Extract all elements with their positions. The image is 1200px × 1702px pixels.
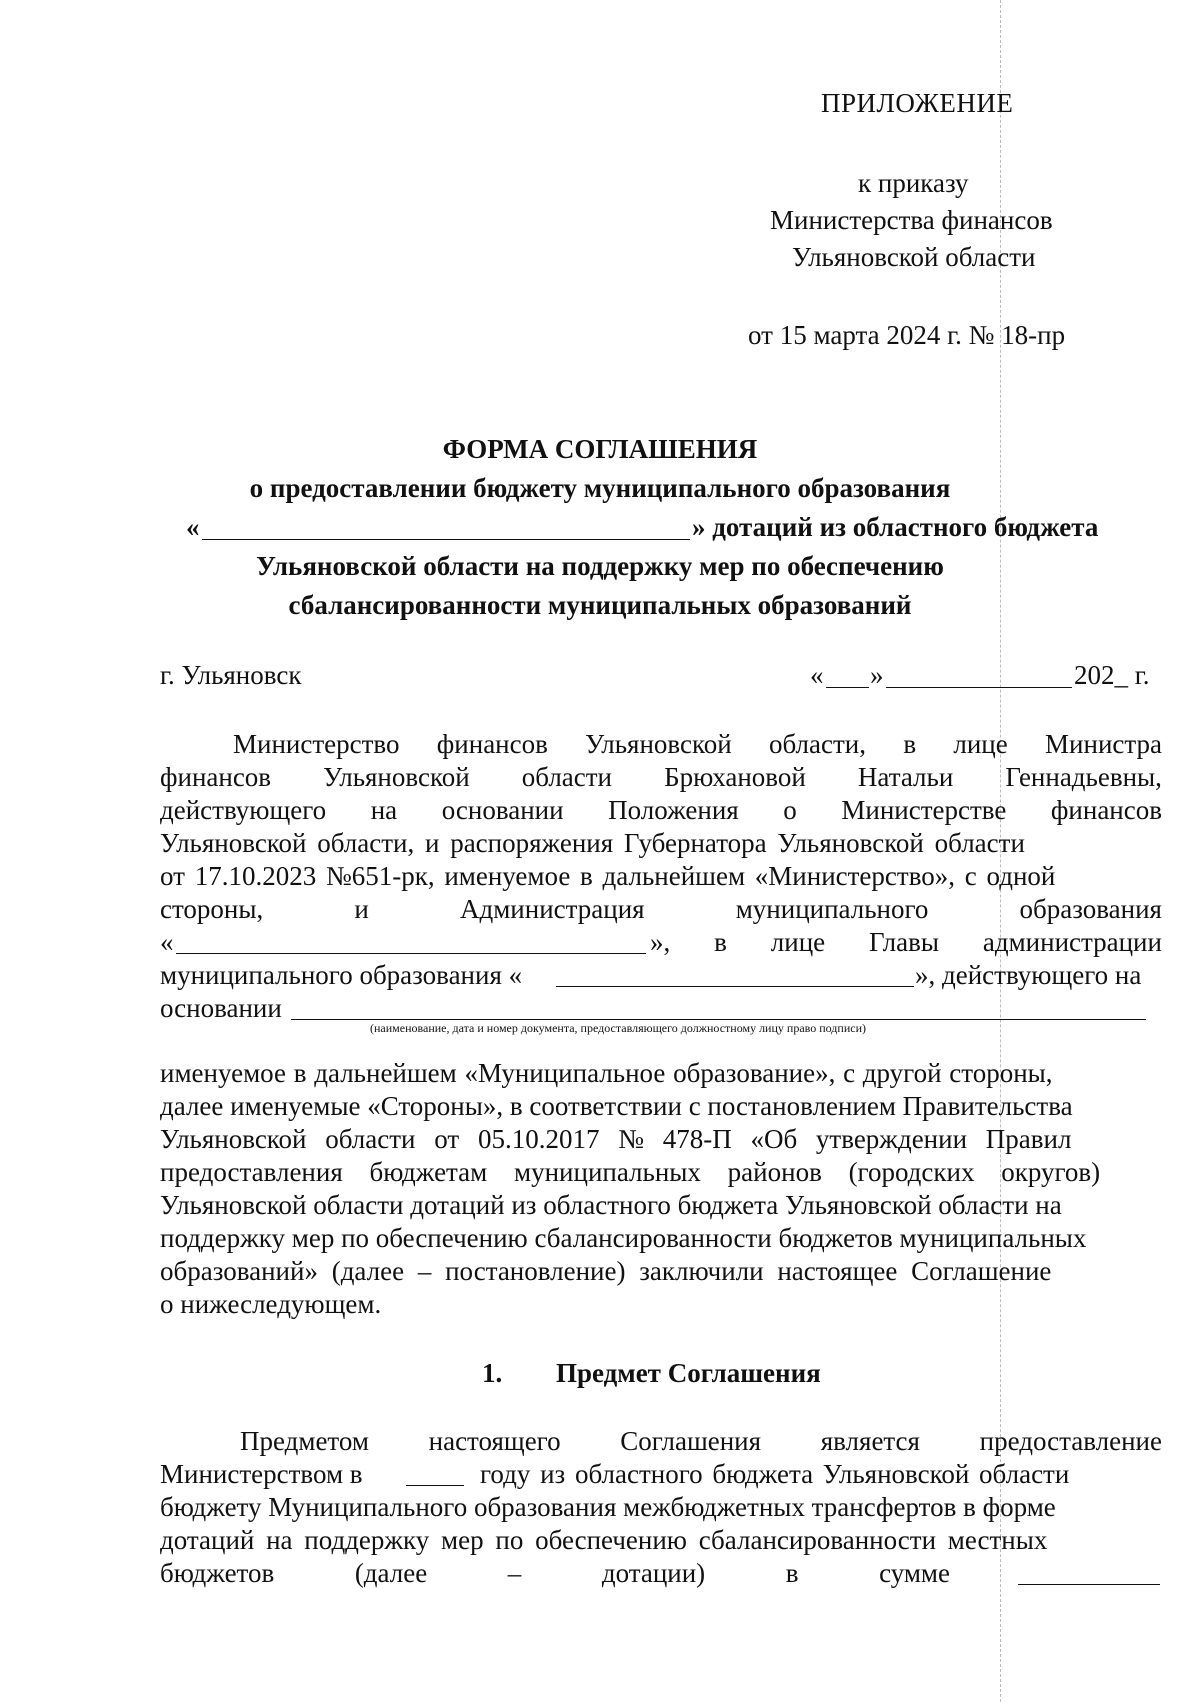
word: Главы <box>869 927 939 957</box>
word: образования <box>1019 894 1162 924</box>
order-date: от 15 марта 2024 г. № 18-пр <box>748 320 1066 350</box>
amount-blank[interactable] <box>1018 1584 1160 1585</box>
preamble-line-11: далее именуемые «Стороны», в соответствии с постановлением Правительства <box>160 1091 1073 1121</box>
word: », <box>650 927 671 957</box>
word: Министерстве <box>841 795 1007 825</box>
title-line-5: сбалансированности муниципальных образований <box>288 590 912 620</box>
preamble-line-8-end: », действующего на <box>915 960 1142 990</box>
word: действующего <box>160 795 327 825</box>
preamble-line-10: именуемое в дальнейшем «Муниципальное образование», с другой стороны, <box>160 1058 1053 1088</box>
word: Ульяновской <box>323 762 470 792</box>
word: настоящего <box>428 1426 561 1456</box>
region-label: Ульяновской области <box>792 242 1036 272</box>
basis-label: основании <box>160 993 282 1023</box>
word: на <box>370 795 398 825</box>
municipality-name-blank[interactable] <box>202 539 690 540</box>
word: является <box>820 1426 920 1456</box>
preamble-line-16: образований» (далее – постановление) заключили настоящее Соглашение <box>160 1256 1052 1286</box>
word: в <box>785 1558 799 1588</box>
preamble-line-12: Ульяновской области от 05.10.2017 № 478-П «Об утверждении Правил <box>160 1124 1072 1154</box>
word: Положения <box>608 795 739 825</box>
administration-name-blank[interactable] <box>176 953 646 954</box>
appendix-heading: ПРИЛОЖЕНИЕ <box>821 88 1014 118</box>
word: и <box>354 894 369 924</box>
day-blank[interactable] <box>826 687 869 688</box>
title-quote-open: « <box>186 512 200 542</box>
word: основании <box>441 795 564 825</box>
word: Геннадьевны, <box>1005 762 1162 792</box>
month-blank[interactable] <box>886 687 1072 688</box>
section-title: Предмет Соглашения <box>556 1358 821 1388</box>
section1-line-2-end: году из областного бюджета Ульяновской области <box>480 1459 1070 1489</box>
section1-line-1 <box>240 1424 1162 1458</box>
word: финансов <box>436 729 548 759</box>
to-order-label: к приказу <box>858 168 969 198</box>
ministry-label: Министерства финансов <box>770 205 1053 235</box>
word: лице <box>953 729 1008 759</box>
title-line-2: о предоставлении бюджету муниципального образования <box>249 473 951 503</box>
preamble-line-15: поддержку мер по обеспечению сбалансированности бюджетов муниципальных <box>160 1223 1087 1253</box>
year-field: 202_ г. <box>1074 660 1150 690</box>
word: лице <box>770 927 826 957</box>
date-quote-close: » <box>870 660 884 690</box>
admin-quote-open: « <box>160 927 174 957</box>
word: в <box>714 927 727 957</box>
word: Натальи <box>857 762 954 792</box>
preamble-line-1 <box>233 727 1162 761</box>
word: области <box>521 762 613 792</box>
city: г. Ульяновск <box>160 660 302 690</box>
word: финансов <box>1050 795 1162 825</box>
word: – <box>507 1558 522 1588</box>
section1-line-5 <box>160 1556 950 1590</box>
word: Министерство <box>233 729 400 759</box>
preamble-line-14: Ульяновской области дотаций из областного бюджета Ульяновской области на <box>160 1190 1062 1220</box>
section1-line-4: дотаций на поддержку мер по обеспечению сбалансированности местных <box>160 1525 1048 1555</box>
word: муниципального <box>735 894 929 924</box>
word: предоставление <box>979 1426 1162 1456</box>
preamble-line-3 <box>160 793 1162 827</box>
title-line-4: Ульяновской области на поддержку мер по обеспечению <box>256 551 944 581</box>
section-number: 1. <box>482 1358 503 1388</box>
word: в <box>903 729 917 759</box>
word: (далее <box>354 1558 428 1588</box>
basis-document-blank[interactable] <box>291 1019 1146 1020</box>
word: финансов <box>160 762 272 792</box>
word: бюджетов <box>160 1558 275 1588</box>
word: сумме <box>879 1558 950 1588</box>
word: области, <box>768 729 866 759</box>
form-title: ФОРМА СОГЛАШЕНИЯ <box>442 434 758 464</box>
word: администрации <box>982 927 1162 957</box>
word: Соглашения <box>620 1426 762 1456</box>
word: Министра <box>1045 729 1162 759</box>
year-blank[interactable] <box>406 1485 464 1486</box>
preamble-line-5: от 17.10.2023 №651-рк, именуемое в дальнейшем «Министерство», с одной <box>160 861 1056 891</box>
basis-caption: (наименование, дата и номер документа, предоставляющего должностному лицу право подписи) <box>370 1021 866 1035</box>
preamble-line-4: Ульяновской области, и распоряжения Губернатора Ульяновской области <box>160 828 1025 858</box>
preamble-line-6 <box>160 892 1162 926</box>
section1-line-2-start: Министерством в <box>160 1459 363 1489</box>
preamble-line-13: предоставления бюджетам муниципальных районов (городских округов) <box>160 1157 1101 1187</box>
word: о <box>783 795 797 825</box>
preamble-line-8-start: муниципального образования « <box>160 960 523 990</box>
municipality-blank[interactable] <box>556 986 914 987</box>
section1-line-3: бюджету Муниципального образования межбюджетных трансфертов в форме <box>160 1492 1056 1522</box>
preamble-line-2 <box>160 760 1162 794</box>
date-quote-open: « <box>810 660 824 690</box>
word: дотации) <box>601 1558 706 1588</box>
word: Администрация <box>459 894 645 924</box>
word: Ульяновской <box>585 729 732 759</box>
preamble-line-7 <box>650 925 1162 959</box>
preamble-line-17: о нижеследующем. <box>160 1289 382 1319</box>
title-line-3: » дотаций из областного бюджета <box>692 512 1099 542</box>
word: стороны, <box>160 894 264 924</box>
word: Предметом <box>240 1426 369 1456</box>
word: Брюхановой <box>664 762 806 792</box>
